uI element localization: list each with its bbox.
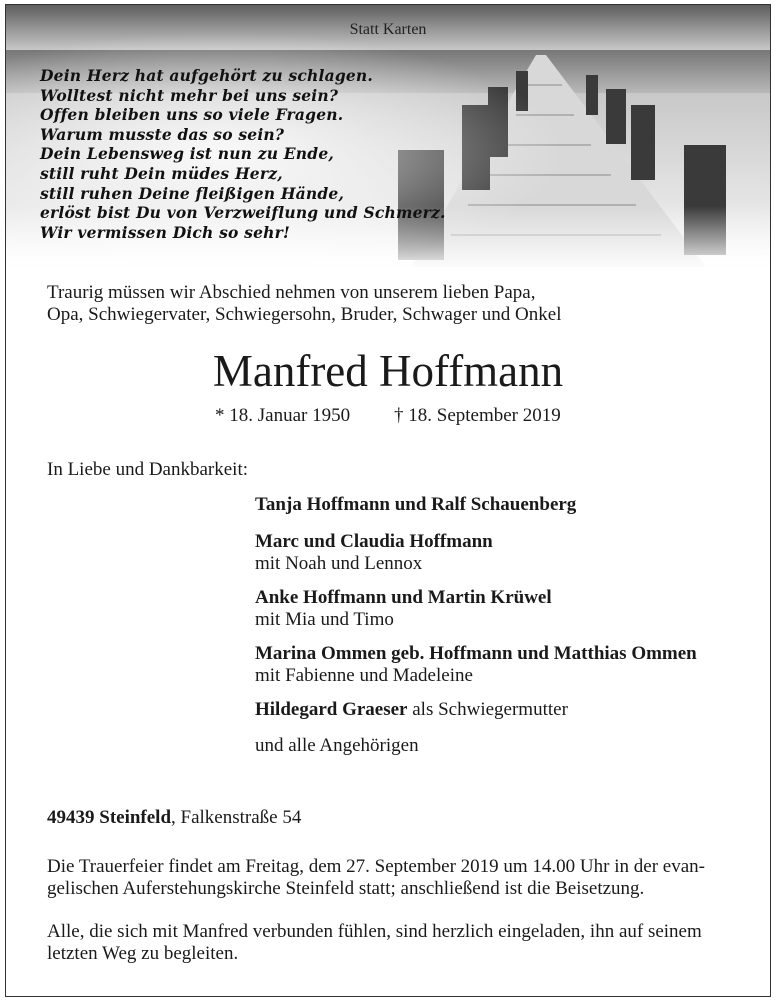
invitation-line: letzten Weg zu begleiten. [47, 943, 239, 964]
intro-text [47, 282, 562, 326]
invitation-line: Alle, die sich mit Manfred verbunden fühlen, sind herzlich eingeladen, ihn auf seinem [47, 921, 702, 942]
poem-line: Dein Lebensweg ist nun zu Ende, [40, 144, 334, 164]
family-name: Hildegard Graeser [255, 699, 408, 720]
family-entry [255, 587, 552, 631]
poem-line: Wolltest nicht mehr bei uns sein? [40, 85, 339, 105]
dedication: In Liebe und Dankbarkeit: [47, 459, 249, 480]
poem-line: still ruhen Deine fleißigen Hände, [40, 183, 345, 203]
family-children: mit Fabienne und Madeleine [255, 665, 473, 686]
family-relation: als Schwiegermutter [407, 699, 568, 720]
birth-date: * 18. Januar 1950 [215, 405, 351, 426]
intro-line: Opa, Schwiegervater, Schwiegersohn, Bruder, Schwager und Onkel [47, 304, 562, 325]
family-entry [255, 699, 568, 721]
funeral-line: gelischen Auferstehungskirche Steinfeld statt; anschließend ist die Beisetzung. [47, 878, 645, 899]
statt-karten-label: Statt Karten [349, 21, 427, 38]
poem [40, 66, 446, 242]
family-entry [255, 494, 576, 516]
poem-line: Wir vermissen Dich so sehr! [40, 222, 291, 242]
family-name: Anke Hoffmann und Martin Krüwel [255, 587, 552, 608]
address-street: , Falkenstraße 54 [171, 807, 302, 828]
poem-line: Offen bleiben uns so viele Fragen. [40, 105, 344, 125]
address-city: 49439 Steinfeld [47, 807, 172, 828]
family-entry [255, 643, 697, 687]
family-name: Tanja Hoffmann und Ralf Schauenberg [255, 494, 577, 515]
death-date: † 18. September 2019 [394, 405, 561, 426]
family-children: mit Mia und Timo [255, 609, 394, 630]
deceased-name: Manfred Hoffmann [212, 346, 564, 396]
poem-line: erlöst bist Du von Verzweiflung und Schmerz. [40, 203, 446, 223]
all-relatives: und alle Angehörigen [255, 735, 419, 756]
poem-line: still ruht Dein müdes Herz, [40, 163, 283, 183]
family-name: Marc und Claudia Hoffmann [255, 531, 493, 552]
poem-line: Warum musste das so sein? [40, 124, 285, 144]
funeral-info [47, 856, 705, 900]
address [47, 807, 301, 829]
family-children: mit Noah und Lennox [255, 553, 423, 574]
poem-line: Dein Herz hat aufgehört zu schlagen. [40, 66, 374, 85]
intro-line: Traurig müssen wir Abschied nehmen von unserem lieben Papa, [47, 282, 536, 303]
invitation [47, 921, 702, 965]
family-name: Marina Ommen geb. Hoffmann und Matthias Ommen [255, 643, 697, 664]
family-entry [255, 531, 493, 575]
funeral-line: Die Trauerfeier findet am Freitag, dem 27. September 2019 um 14.00 Uhr in der evan- [47, 856, 705, 877]
